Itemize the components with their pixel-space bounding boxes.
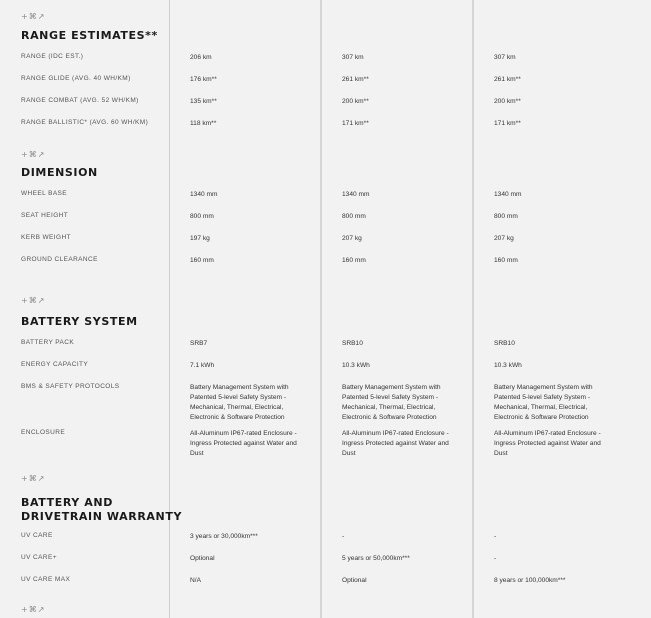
spec-label: RANGE (IDC EST.)	[21, 53, 84, 60]
spec-row	[0, 532, 651, 550]
section-icons[interactable]: +⌘↗	[21, 474, 46, 483]
spec-value-1: All-Aluminum IP67-rated Enclosure - Ingress Protected against Water and Dust	[190, 430, 297, 457]
spec-row	[0, 576, 651, 594]
spec-label: RANGE COMBAT (AVG. 52 WH/KM)	[21, 97, 139, 104]
spec-value-1: 7.1 kWh	[190, 362, 215, 369]
section-title-battery: BATTERY SYSTEM	[21, 315, 138, 328]
spec-value-2: 207 kg	[342, 235, 362, 242]
section-icons[interactable]: +⌘↗	[21, 605, 46, 614]
spec-value-2: 171 km**	[342, 120, 369, 127]
spec-label: RANGE BALLISTIC* (AVG. 60 WH/KM)	[21, 119, 149, 126]
spec-value-1: 176 km**	[190, 76, 217, 83]
spec-row	[0, 234, 651, 252]
spec-row	[0, 53, 651, 71]
spec-value-1: 197 kg	[190, 235, 210, 242]
spec-value-2: 261 km**	[342, 76, 369, 83]
spec-label: RANGE GLIDE (AVG. 40 WH/KM)	[21, 75, 131, 82]
spec-label: UV CARE+	[21, 554, 57, 561]
spec-value-1: SRB7	[190, 340, 208, 347]
spec-label: ENCLOSURE	[21, 429, 66, 436]
spec-label: WHEEL BASE	[21, 190, 68, 197]
spec-value-2: 160 mm	[342, 257, 366, 264]
spec-row	[0, 256, 651, 274]
spec-row	[0, 75, 651, 93]
spec-value-3: 8 years or 100,000km***	[494, 577, 566, 584]
spec-row	[0, 212, 651, 230]
spec-value-1: 3 years or 30,000km***	[190, 533, 258, 540]
spec-value-1: N/A	[190, 577, 201, 584]
spec-value-3: Battery Management System with Patented 5-level Safety System - Mechanical, Thermal, Electrical, Electronic & Software Protection	[494, 384, 593, 421]
spec-label: SEAT HEIGHT	[21, 212, 69, 219]
spec-value-1: Optional	[190, 555, 215, 562]
spec-value-2: 10.3 kWh	[342, 362, 370, 369]
spec-value-2: 1340 mm	[342, 191, 370, 198]
spec-value-3: 307 km	[494, 54, 516, 61]
spec-value-1: 160 mm	[190, 257, 214, 264]
spec-row	[0, 383, 651, 423]
spec-value-3: -	[494, 533, 497, 540]
section-title-warranty-line1: BATTERY AND	[21, 496, 113, 509]
spec-value-1: Battery Management System with Patented 5-level Safety System - Mechanical, Thermal, Electrical, Electronic & Software Protection	[190, 384, 289, 421]
spec-value-3: All-Aluminum IP67-rated Enclosure - Ingress Protected against Water and Dust	[494, 430, 601, 457]
spec-value-1: 800 mm	[190, 213, 214, 220]
spec-value-3: 10.3 kWh	[494, 362, 522, 369]
spec-row	[0, 97, 651, 115]
spec-label: BATTERY PACK	[21, 339, 75, 346]
spec-label: BMS & SAFETY PROTOCOLS	[21, 383, 120, 390]
spec-value-2: 307 km	[342, 54, 364, 61]
spec-value-3: -	[494, 555, 497, 562]
spec-row	[0, 190, 651, 208]
spec-value-1: 206 km	[190, 54, 212, 61]
spec-value-1: 118 km**	[190, 120, 217, 127]
spec-label: GROUND CLEARANCE	[21, 256, 98, 263]
spec-value-3: 261 km**	[494, 76, 521, 83]
spec-label: KERB WEIGHT	[21, 234, 71, 241]
spec-row	[0, 361, 651, 379]
spec-value-2: 800 mm	[342, 213, 366, 220]
section-title-dimension: DIMENSION	[21, 166, 98, 179]
spec-value-3: 171 km**	[494, 120, 521, 127]
spec-value-2: -	[342, 533, 345, 540]
spec-value-3: 800 mm	[494, 213, 518, 220]
spec-row	[0, 339, 651, 357]
spec-value-2: Optional	[342, 577, 367, 584]
section-icons[interactable]: +⌘↗	[21, 12, 46, 21]
spec-label: UV CARE MAX	[21, 576, 71, 583]
section-title-range: RANGE ESTIMATES**	[21, 29, 158, 42]
spec-value-2: Battery Management System with Patented 5-level Safety System - Mechanical, Thermal, Electrical, Electronic & Software Protection	[342, 384, 441, 421]
spec-value-2: 5 years or 50,000km***	[342, 555, 410, 562]
spec-value-1: 1340 mm	[190, 191, 218, 198]
spec-value-3: 200 km**	[494, 98, 521, 105]
spec-label: ENERGY CAPACITY	[21, 361, 89, 368]
spec-label: UV CARE	[21, 532, 53, 539]
section-icons[interactable]: +⌘↗	[21, 296, 46, 305]
spec-value-3: 1340 mm	[494, 191, 522, 198]
spec-row	[0, 429, 651, 459]
spec-value-3: 207 kg	[494, 235, 514, 242]
spec-value-2: SRB10	[342, 340, 363, 347]
section-title-warranty-line2: DRIVETRAIN WARRANTY	[21, 510, 183, 523]
spec-value-3: SRB10	[494, 340, 515, 347]
spec-row	[0, 119, 651, 137]
spec-value-1: 135 km**	[190, 98, 217, 105]
spec-value-3: 160 mm	[494, 257, 518, 264]
spec-row	[0, 554, 651, 572]
spec-value-2: All-Aluminum IP67-rated Enclosure - Ingress Protected against Water and Dust	[342, 430, 449, 457]
section-icons[interactable]: +⌘↗	[21, 150, 46, 159]
spec-value-2: 200 km**	[342, 98, 369, 105]
